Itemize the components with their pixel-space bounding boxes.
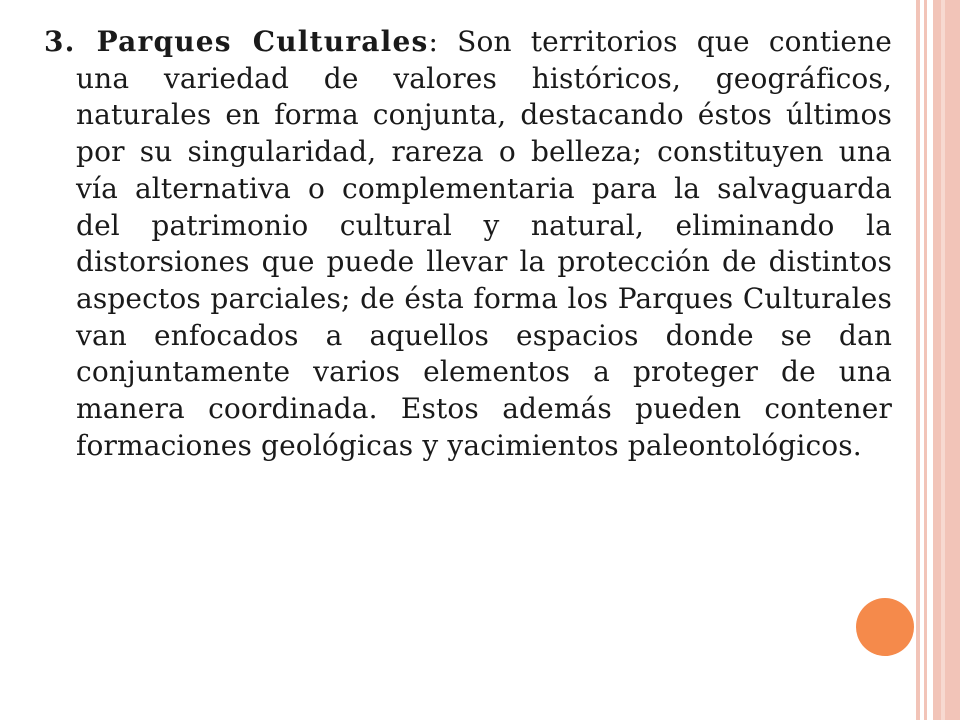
decorative-stripe-inner <box>941 0 945 720</box>
slide-content <box>44 24 892 464</box>
heading-separator: : <box>428 25 439 58</box>
item-number: 3. <box>44 25 76 58</box>
item-heading: Parques Culturales <box>96 25 429 58</box>
item-body-text: Son territorios que contiene una variedad de valores históricos, geográficos, naturales en forma conjunta, destacando éstos últimos por su singularidad, rareza o belleza; constituyen una vía alternativa o complementaria para la salvaguarda del patrimonio cultural y natural, eliminando la distorsiones que puede llevar la protección de distintos aspectos parciales; de ésta forma los Parques Culturales van enfocados a aquellos espacios donde se dan conjuntamente varios elementos a proteger de una manera coordinada. Estos además pueden contener formaciones geológicas y yacimientos paleontológicos. <box>76 25 892 462</box>
orange-circle-icon <box>856 598 914 656</box>
numbered-paragraph <box>44 24 892 464</box>
decorative-stripe-right <box>933 0 960 720</box>
